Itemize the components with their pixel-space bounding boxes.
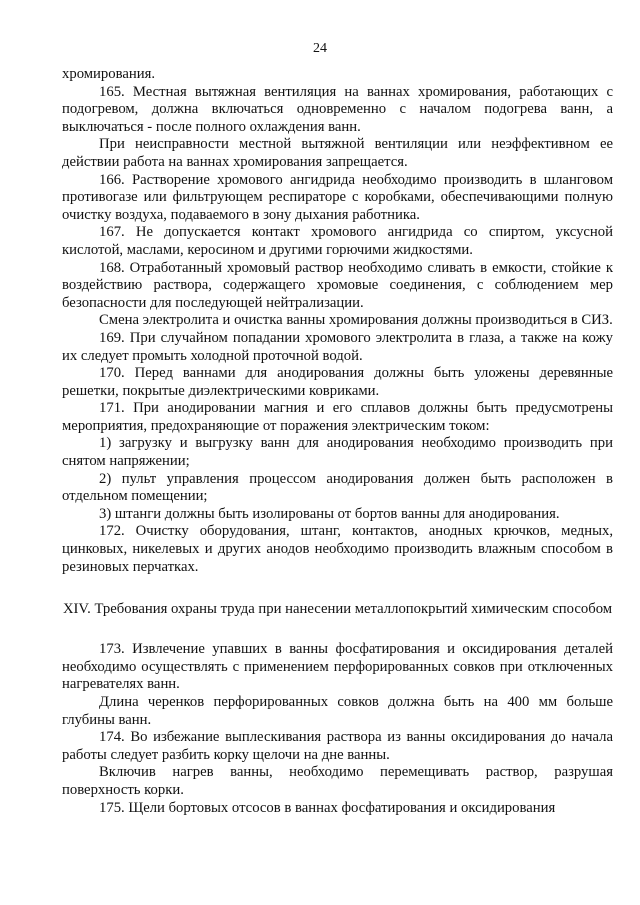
paragraph: Длина черенков перфорированных совков должна быть на 400 мм больше глубины ванн. xyxy=(62,694,613,728)
paragraph: 170. Перед ваннами для анодирования должны быть уложены деревянные решетки, покрытые диэлектрическими ковриками. xyxy=(62,365,613,399)
paragraph: 2) пульт управления процессом анодирования должен быть расположен в отдельном помещении; xyxy=(62,470,613,505)
paragraph: 171. При анодировании магния и его сплавов должны быть предусмотрены мероприятия, предохраняющие от поражения электрическим током: xyxy=(62,400,613,434)
page-number: 24 xyxy=(313,41,327,56)
paragraph: 173. Извлечение упавших в ванны фосфатирования и оксидирования деталей необходимо осуществлять с применением перфорированных совков при отключенных нагревателях ванн. xyxy=(62,641,613,693)
paragraph: 168. Отработанный хромовый раствор необходимо сливать в емкости, стойкие к воздействию раствора, содержащего хромовые соединения, с соблюдением мер безопасности для последующей нейтрализации. xyxy=(62,259,613,311)
paragraph: 165. Местная вытяжная вентиляция на ваннах хромирования, работающих с подогревом, должна включаться одновременно с началом подогрева ванн, а выключаться - после полного охлаждения ванн. xyxy=(62,83,613,135)
section-heading: XIV. Требования охраны труда при нанесении металлопокрытий химическим способом xyxy=(62,601,613,618)
paragraph: 174. Во избежание выплескивания раствора из ванны оксидирования до начала работы следует разбить корку щелочи на дне ванны. xyxy=(62,729,613,763)
document-body xyxy=(62,66,613,817)
paragraph: 3) штанги должны быть изолированы от бортов ванны для анодирования. xyxy=(99,505,560,522)
paragraph: Включив нагрев ванны, необходимо перемещивать раствор, разрушая поверхность корки. xyxy=(62,764,613,798)
paragraph: 169. При случайном попадании хромового электролита в глаза, а также на кожу их следует промыть холодной проточной водой. xyxy=(62,329,613,364)
paragraph: 172. Очистку оборудования, штанг, контактов, анодных крючков, медных, цинковых, никелевых и других анодов необходимо производить влажным способом в резиновых перчатках. xyxy=(62,523,613,575)
paragraph-continuation: хромирования. xyxy=(62,66,156,82)
paragraph: 167. Не допускается контакт хромового ангидрида со спиртом, уксусной кислотой, маслами, керосином и другими горючими жидкостями. xyxy=(62,224,613,258)
paragraph: 175. Щели бортовых отсосов в ваннах фосфатирования и оксидирования xyxy=(99,799,556,816)
paragraph: 166. Растворение хромового ангидрида необходимо производить в шланговом противогазе или фильтрующем респираторе с коробками, обеспечивающими полную очистку воздуха, подаваемого в зону дыхания работника. xyxy=(62,171,613,223)
paragraph: 1) загрузку и выгрузку ванн для анодирования необходимо производить при снятом напряжении; xyxy=(62,435,613,470)
paragraph: Смена электролита и очистка ванны хромирования должны производиться в СИЗ. xyxy=(99,312,613,329)
paragraph: При неисправности местной вытяжной вентиляции или неэффективном ее действии работа на ваннах хромирования запрещается. xyxy=(62,136,613,170)
